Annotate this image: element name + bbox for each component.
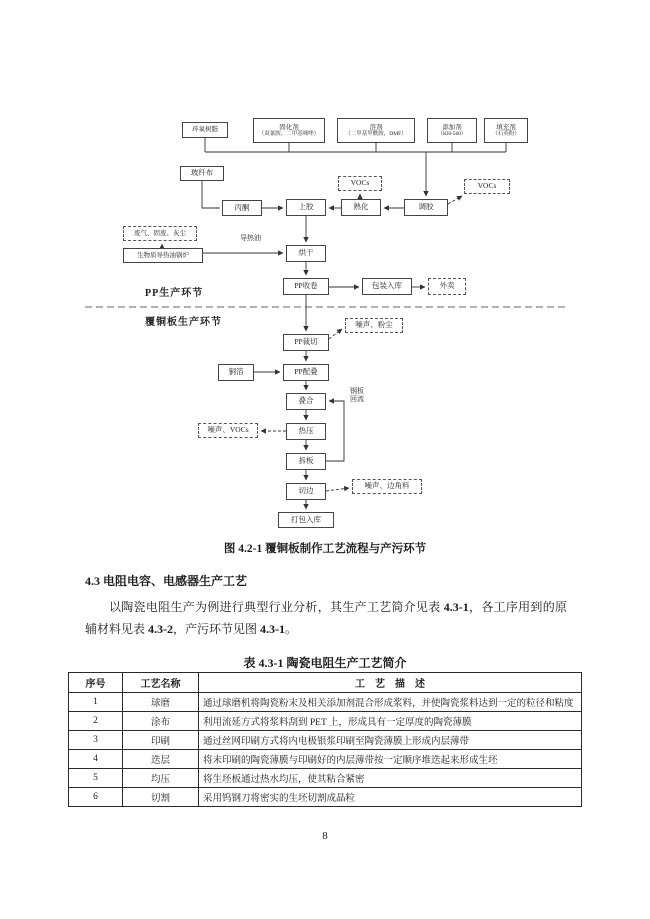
node-label: 铜箔: [228, 367, 244, 377]
cell-desc: 利用流延方式将浆料刮到 PET 上，形成具有一定厚度的陶瓷薄膜: [199, 712, 582, 731]
node-hot-press: [286, 423, 326, 440]
table-row: [69, 712, 582, 731]
node-glue-mixing: [404, 199, 448, 216]
node-label: 打包入库: [291, 514, 321, 524]
node-vocs-1: [338, 176, 382, 191]
node-edge-trimming: [286, 483, 326, 500]
node-gluing: [286, 199, 326, 216]
paragraph-text: 以陶瓷电阻生产为例进行典型行业分析，其生产工艺简介见表: [109, 600, 444, 614]
node-sublabel: （石英粉）: [492, 131, 520, 138]
table-ref-2: 4.3-2: [148, 622, 174, 637]
cell-name: 迭层: [123, 750, 199, 769]
table-row: [69, 750, 582, 769]
node-curing-agent: [253, 118, 325, 143]
node-filler: [484, 118, 528, 143]
node-pp-cutting: [283, 334, 329, 351]
node-label: VOCs: [477, 181, 497, 191]
node-label: 填充剂: [496, 123, 516, 131]
node-label: VOCs: [350, 178, 370, 188]
node-epoxy-resin: [182, 122, 228, 138]
body-paragraph: [85, 596, 567, 640]
cell-name: 涂布: [123, 712, 199, 731]
node-noise-scrap: [352, 479, 422, 494]
node-sublabel: （双氰胺、二甲基咪唑）: [258, 131, 320, 138]
table-header-row: [69, 673, 582, 693]
ccl-stage-label: 覆铜板生产环节: [145, 317, 222, 328]
pp-stage-label: PP生产环节: [145, 288, 204, 299]
process-table: [68, 672, 582, 807]
table-row: [69, 731, 582, 750]
node-label: 调胶: [418, 202, 434, 212]
node-label: 生物质导热油锅炉: [137, 251, 189, 259]
section-heading: 4.3 电阻电容、电感器生产工艺: [85, 574, 248, 588]
cell-no: 1: [69, 693, 123, 712]
table-row: [69, 788, 582, 807]
node-label: 噪声、边角料: [364, 481, 410, 491]
node-label: 环氧树脂: [192, 126, 218, 134]
node-label: PP裁切: [294, 337, 318, 347]
cell-desc: 通过球磨机将陶瓷粉末及相关添加剂混合形成浆料，并使陶瓷浆料达到一定的粒径和粘度: [199, 693, 582, 712]
node-solvent: [337, 118, 415, 143]
node-label: PP收卷: [294, 281, 318, 291]
cell-no: 3: [69, 731, 123, 750]
node-pp-winding: [283, 278, 329, 295]
cell-no: 5: [69, 769, 123, 788]
node-label: PP配叠: [294, 367, 318, 377]
steel-plate-return-label: [350, 387, 380, 404]
cell-desc: 采用钨钢刀将密实的生坯切割成晶粒: [199, 788, 582, 807]
node-label: 玻纤布: [190, 168, 214, 178]
col-header-name: 工艺名称: [123, 673, 199, 693]
node-pp-layup: [283, 364, 329, 381]
node-packaging-storage: [362, 278, 412, 295]
node-noise-vocs: [198, 423, 258, 438]
col-header-no: 序号: [69, 673, 123, 693]
node-label: 废气、固废、灰尘: [134, 229, 186, 237]
node-label: 切边: [298, 486, 314, 496]
node-label: 上胶: [298, 202, 314, 212]
node-sublabel: （KH-560）: [437, 131, 467, 138]
table-ref-1: 4.3-1: [443, 600, 469, 614]
cell-name: 切割: [123, 788, 199, 807]
node-drying: [286, 245, 326, 262]
node-label: 叠合: [298, 396, 314, 406]
node-acetone: [222, 200, 262, 216]
node-biomass-boiler: [123, 248, 203, 263]
node-label: 拆板: [298, 456, 314, 466]
node-label: 固化剂: [279, 123, 299, 131]
paragraph-text: ，各工序用到的原辅材料见表: [85, 600, 567, 637]
node-label: 包装入库: [372, 281, 402, 291]
node-curing: [341, 199, 381, 216]
node-label: 噪声、粉尘: [355, 320, 393, 330]
node-label: 热压: [298, 426, 314, 436]
cell-name: 均压: [123, 769, 199, 788]
figure-caption: 图 4.2-1 覆铜板制作工艺流程与产污环节: [223, 543, 427, 555]
node-plate-separation: [286, 453, 326, 470]
steel-plate-return-line1: 钢板: [350, 387, 364, 395]
node-copper-foil: [218, 364, 254, 381]
node-additive: [427, 118, 477, 143]
node-stacking: [286, 393, 326, 410]
col-header-desc: 工 艺 描 述: [199, 673, 582, 693]
node-label: 添加剂: [442, 123, 462, 131]
paragraph-text: 。: [285, 622, 298, 637]
node-packing-storage: [278, 512, 334, 528]
table-row: [69, 693, 582, 712]
cell-no: 6: [69, 788, 123, 807]
node-vocs-2: [464, 179, 510, 194]
heat-oil-label: 导热油: [240, 234, 261, 242]
cell-name: 球磨: [123, 693, 199, 712]
node-outsale: [428, 278, 466, 295]
table-row: [69, 769, 582, 788]
node-sublabel: （二甲基甲酰胺，DMF）: [345, 131, 407, 138]
page-number: 8: [322, 830, 328, 842]
node-label: 溶剂: [369, 123, 383, 131]
table-title: 表 4.3-1 陶瓷电阻生产工艺简介: [243, 656, 407, 670]
paragraph-text: ，产污环节见图: [173, 622, 261, 637]
cell-desc: 将生坯板通过热水均压，使其粘合紧密: [199, 769, 582, 788]
node-label: 丙酮: [234, 202, 250, 212]
cell-desc: 通过丝网印刷方式将内电极银浆印刷至陶瓷薄膜上形成内层薄带: [199, 731, 582, 750]
node-label: 熟化: [353, 202, 369, 212]
cell-desc: 将未印刷的陶瓷薄膜与印刷好的内层薄带按一定顺序堆迭起来形成生坯: [199, 750, 582, 769]
node-noise-dust: [345, 318, 403, 333]
cell-name: 印刷: [123, 731, 199, 750]
node-label: 噪声、VOCs: [207, 425, 249, 435]
node-glass-fiber-cloth: [180, 166, 224, 181]
cell-no: 2: [69, 712, 123, 731]
node-label: 外卖: [439, 281, 455, 291]
figure-ref: 4.3-1: [260, 622, 286, 637]
node-label: 烘干: [298, 248, 314, 258]
cell-no: 4: [69, 750, 123, 769]
steel-plate-return-line2: 回流: [350, 395, 364, 404]
node-waste-gas-solid-dust: [123, 226, 197, 241]
